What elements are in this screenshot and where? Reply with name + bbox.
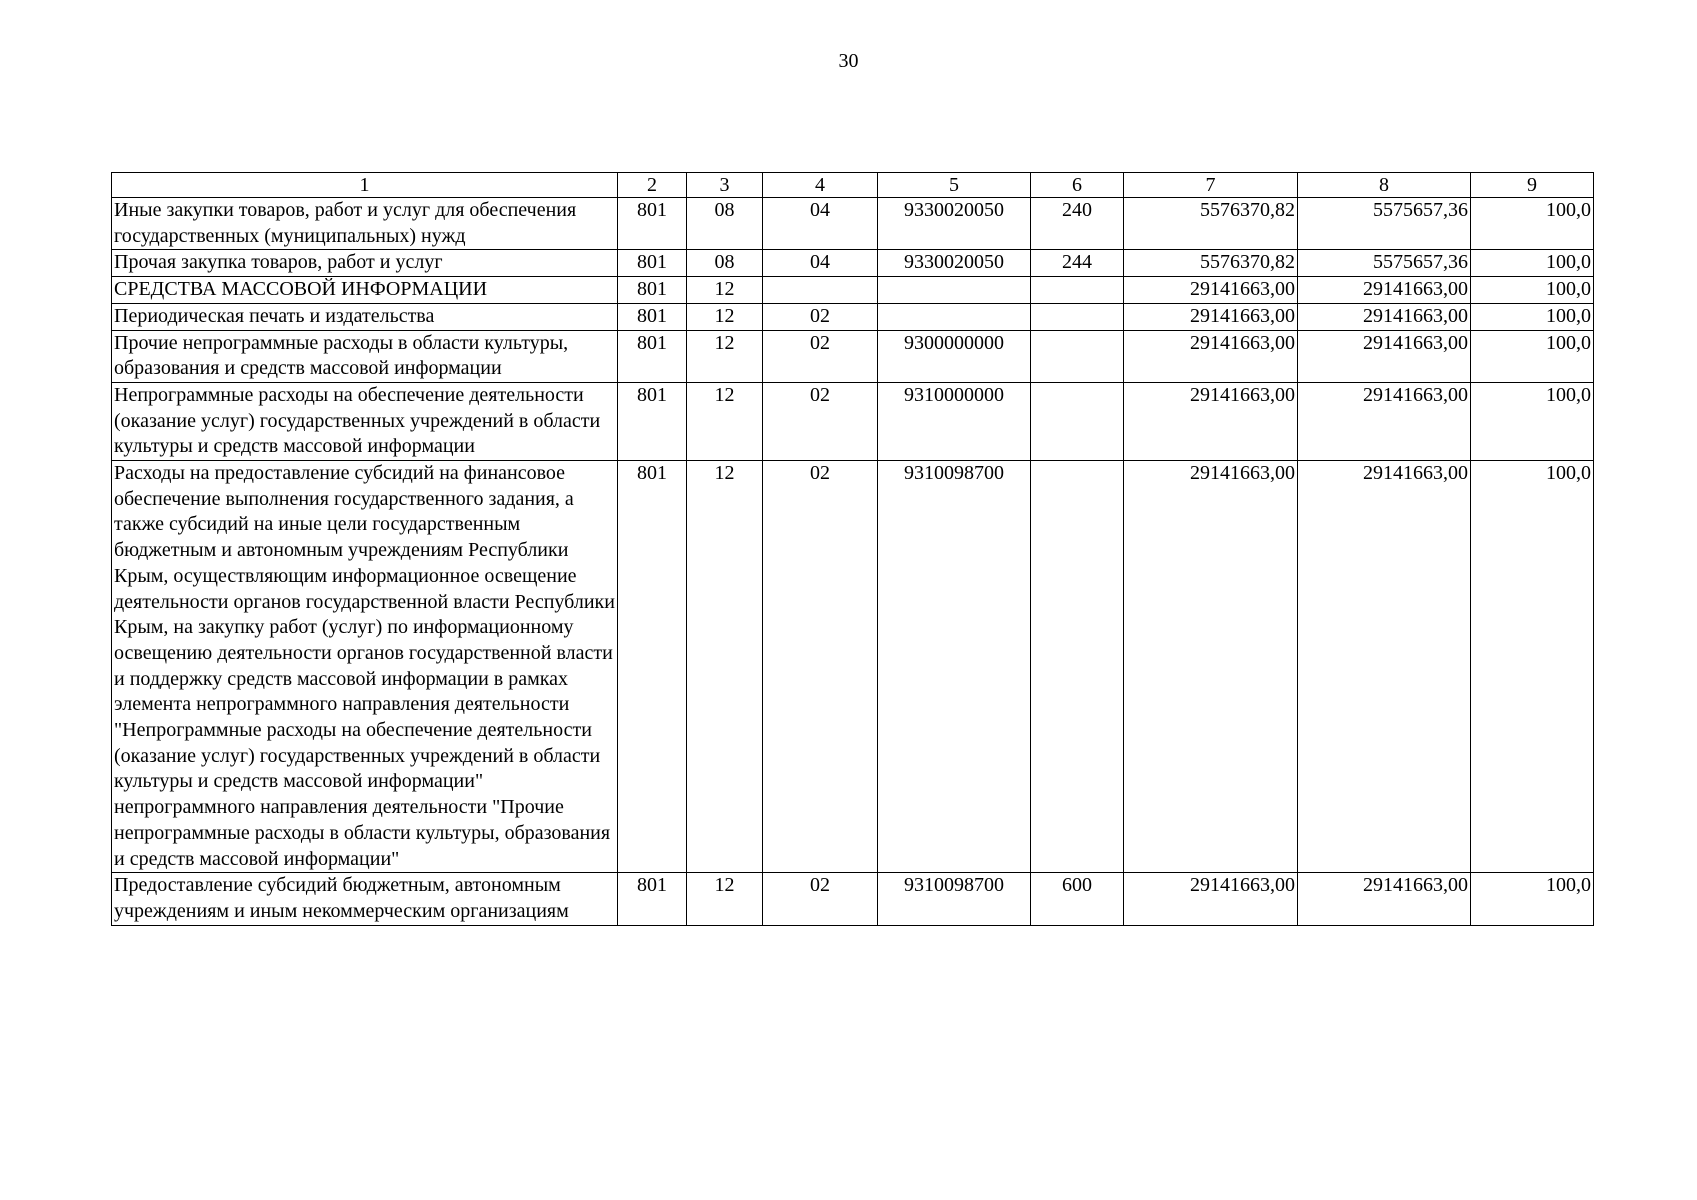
row-name: Прочие непрограммные расходы в области культуры, образования и средств массовой информации <box>112 330 618 382</box>
row-percent-9: 100,0 <box>1471 250 1594 277</box>
row-code-6 <box>1031 330 1124 382</box>
row-code-5: 9330020050 <box>878 198 1031 250</box>
row-code-3: 12 <box>687 382 763 460</box>
col-header-7: 7 <box>1124 173 1298 198</box>
table-row <box>112 277 1594 304</box>
row-amount-8: 29141663,00 <box>1298 873 1471 925</box>
col-header-2: 2 <box>618 173 687 198</box>
row-percent-9: 100,0 <box>1471 198 1594 250</box>
col-header-1: 1 <box>112 173 618 198</box>
row-code-6 <box>1031 277 1124 304</box>
table-row <box>112 382 1594 460</box>
row-code-4 <box>763 277 878 304</box>
col-header-3: 3 <box>687 173 763 198</box>
row-amount-8: 5575657,36 <box>1298 250 1471 277</box>
header-row <box>112 173 1594 198</box>
row-percent-9: 100,0 <box>1471 303 1594 330</box>
row-amount-7: 29141663,00 <box>1124 277 1298 304</box>
row-code-6: 244 <box>1031 250 1124 277</box>
row-amount-8: 29141663,00 <box>1298 277 1471 304</box>
row-amount-8: 29141663,00 <box>1298 461 1471 873</box>
row-code-5: 9310098700 <box>878 873 1031 925</box>
row-code-2: 801 <box>618 250 687 277</box>
row-name: Предоставление субсидий бюджетным, автономным учреждениям и иным некоммерческим организациям <box>112 873 618 925</box>
row-code-2: 801 <box>618 303 687 330</box>
page-number: 30 <box>838 50 859 72</box>
row-percent-9: 100,0 <box>1471 382 1594 460</box>
row-code-3: 12 <box>687 303 763 330</box>
col-header-4: 4 <box>763 173 878 198</box>
row-amount-8: 29141663,00 <box>1298 382 1471 460</box>
row-code-3: 08 <box>687 198 763 250</box>
row-amount-7: 29141663,00 <box>1124 330 1298 382</box>
table-row <box>112 330 1594 382</box>
row-code-3: 12 <box>687 277 763 304</box>
row-code-2: 801 <box>618 873 687 925</box>
row-code-2: 801 <box>618 277 687 304</box>
row-percent-9: 100,0 <box>1471 277 1594 304</box>
table-row <box>112 461 1594 873</box>
row-percent-9: 100,0 <box>1471 873 1594 925</box>
table-row <box>112 873 1594 925</box>
row-code-4: 02 <box>763 873 878 925</box>
row-amount-8: 29141663,00 <box>1298 303 1471 330</box>
row-name: Периодическая печать и издательства <box>112 303 618 330</box>
row-code-4: 02 <box>763 461 878 873</box>
row-code-3: 12 <box>687 330 763 382</box>
row-code-3: 12 <box>687 461 763 873</box>
row-code-4: 04 <box>763 250 878 277</box>
col-header-6: 6 <box>1031 173 1124 198</box>
row-amount-8: 29141663,00 <box>1298 330 1471 382</box>
row-amount-8: 5575657,36 <box>1298 198 1471 250</box>
row-code-4: 02 <box>763 330 878 382</box>
row-name: Прочая закупка товаров, работ и услуг <box>112 250 618 277</box>
col-header-5: 5 <box>878 173 1031 198</box>
row-amount-7: 29141663,00 <box>1124 873 1298 925</box>
budget-table <box>111 172 1594 926</box>
row-code-5: 9300000000 <box>878 330 1031 382</box>
table-row <box>112 250 1594 277</box>
row-code-3: 08 <box>687 250 763 277</box>
row-amount-7: 29141663,00 <box>1124 303 1298 330</box>
row-code-6 <box>1031 382 1124 460</box>
row-code-4: 04 <box>763 198 878 250</box>
col-header-8: 8 <box>1298 173 1471 198</box>
row-code-5: 9310098700 <box>878 461 1031 873</box>
row-code-6: 240 <box>1031 198 1124 250</box>
row-code-2: 801 <box>618 461 687 873</box>
row-name: Иные закупки товаров, работ и услуг для обеспечения государственных (муниципальных) нужд <box>112 198 618 250</box>
row-amount-7: 29141663,00 <box>1124 382 1298 460</box>
row-amount-7: 5576370,82 <box>1124 250 1298 277</box>
row-code-2: 801 <box>618 330 687 382</box>
row-name: Непрограммные расходы на обеспечение деятельности (оказание услуг) государственных учреждений в области культуры и средств массовой информации <box>112 382 618 460</box>
row-amount-7: 29141663,00 <box>1124 461 1298 873</box>
row-percent-9: 100,0 <box>1471 330 1594 382</box>
row-code-5 <box>878 303 1031 330</box>
row-code-2: 801 <box>618 382 687 460</box>
row-amount-7: 5576370,82 <box>1124 198 1298 250</box>
row-name: СРЕДСТВА МАССОВОЙ ИНФОРМАЦИИ <box>112 277 618 304</box>
row-code-4: 02 <box>763 303 878 330</box>
row-code-5 <box>878 277 1031 304</box>
table-row <box>112 303 1594 330</box>
row-code-4: 02 <box>763 382 878 460</box>
row-code-5: 9310000000 <box>878 382 1031 460</box>
row-percent-9: 100,0 <box>1471 461 1594 873</box>
row-code-3: 12 <box>687 873 763 925</box>
col-header-9: 9 <box>1471 173 1594 198</box>
row-code-2: 801 <box>618 198 687 250</box>
row-code-6: 600 <box>1031 873 1124 925</box>
row-code-5: 9330020050 <box>878 250 1031 277</box>
table-row <box>112 198 1594 250</box>
row-code-6 <box>1031 303 1124 330</box>
row-name: Расходы на предоставление субсидий на финансовое обеспечение выполнения государственного задания, а также субсидий на иные цели государственным бюджетным и автономным учреждениям Республики Крым, осуществляющим информационное освещение деятельности органов государственной власти Республики Крым, на закупку работ (услуг) по информационному освещению деятельности органов государственной власти и поддержку средств массовой информации в рамках элемента непрограммного направления деятельности "Непрограммные расходы на обеспечение деятельности (оказание услуг) государственных учреждений в области культуры и средств массовой информации" непрограммного направления деятельности "Прочие непрограммные расходы в области культуры, образования и средств массовой информации" <box>112 461 618 873</box>
row-code-6 <box>1031 461 1124 873</box>
